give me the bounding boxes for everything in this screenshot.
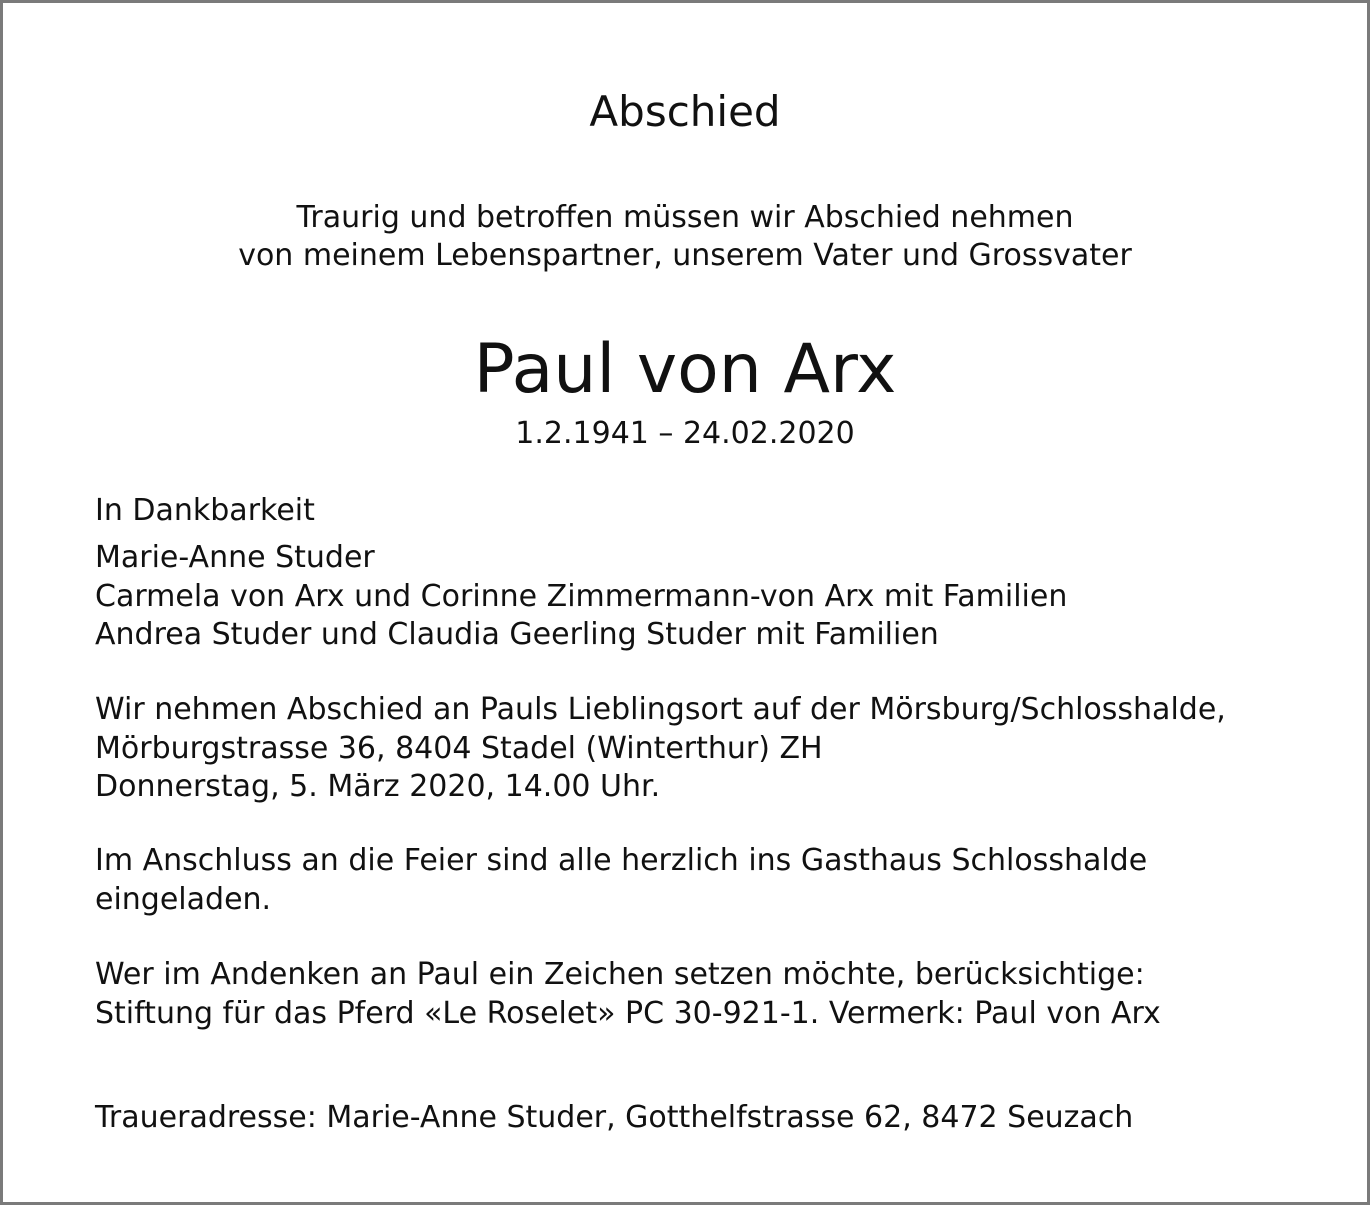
- reception-line-1: Im Anschluss an die Feier sind alle herzlich ins Gasthaus Schlosshalde: [95, 843, 1148, 878]
- reception-line-2: eingeladen.: [95, 881, 272, 917]
- life-dates: 1.2.1941 – 24.02.2020: [515, 416, 855, 451]
- ceremony-line-2: Mörburgstrasse 36, 8404 Stadel (Winterthur) ZH: [95, 730, 823, 766]
- family-line-1: Marie-Anne Studer: [95, 540, 375, 575]
- intro-text: [0, 199, 1370, 275]
- ceremony-line-3: Donnerstag, 5. März 2020, 14.00 Uhr.: [95, 769, 661, 804]
- family-line-3: Andrea Studer und Claudia Geerling Studer mit Familien: [95, 617, 939, 652]
- thanks-line: In Dankbarkeit: [95, 493, 315, 528]
- family-list: [95, 539, 1067, 655]
- intro-line-1: Traurig und betroffen müssen wir Abschied nehmen: [296, 200, 1074, 235]
- intro-line-2: von meinem Lebenspartner, unserem Vater und Grossvater: [238, 238, 1132, 273]
- mourning-address: Traueradresse: Marie-Anne Studer, Gotthelfstrasse 62, 8472 Seuzach: [95, 1100, 1134, 1135]
- donation-paragraph: [95, 956, 1161, 1033]
- donation-line-2: Stiftung für das Pferd «Le Roselet» PC 30-921-1. Vermerk: Paul von Arx: [95, 995, 1161, 1031]
- reception-paragraph: [95, 842, 1147, 919]
- donation-line-1: Wer im Andenken an Paul ein Zeichen setzen möchte, berücksichtige:: [95, 957, 1145, 992]
- deceased-name: Paul von Arx: [473, 330, 897, 409]
- ceremony-line-1: Wir nehmen Abschied an Pauls Lieblingsort auf der Mörsburg/Schlosshalde,: [95, 692, 1226, 727]
- family-line-2: Carmela von Arx und Corinne Zimmermann-von Arx mit Familien: [95, 578, 1068, 614]
- ceremony-paragraph: [95, 691, 1226, 807]
- notice-heading: Abschied: [589, 87, 781, 136]
